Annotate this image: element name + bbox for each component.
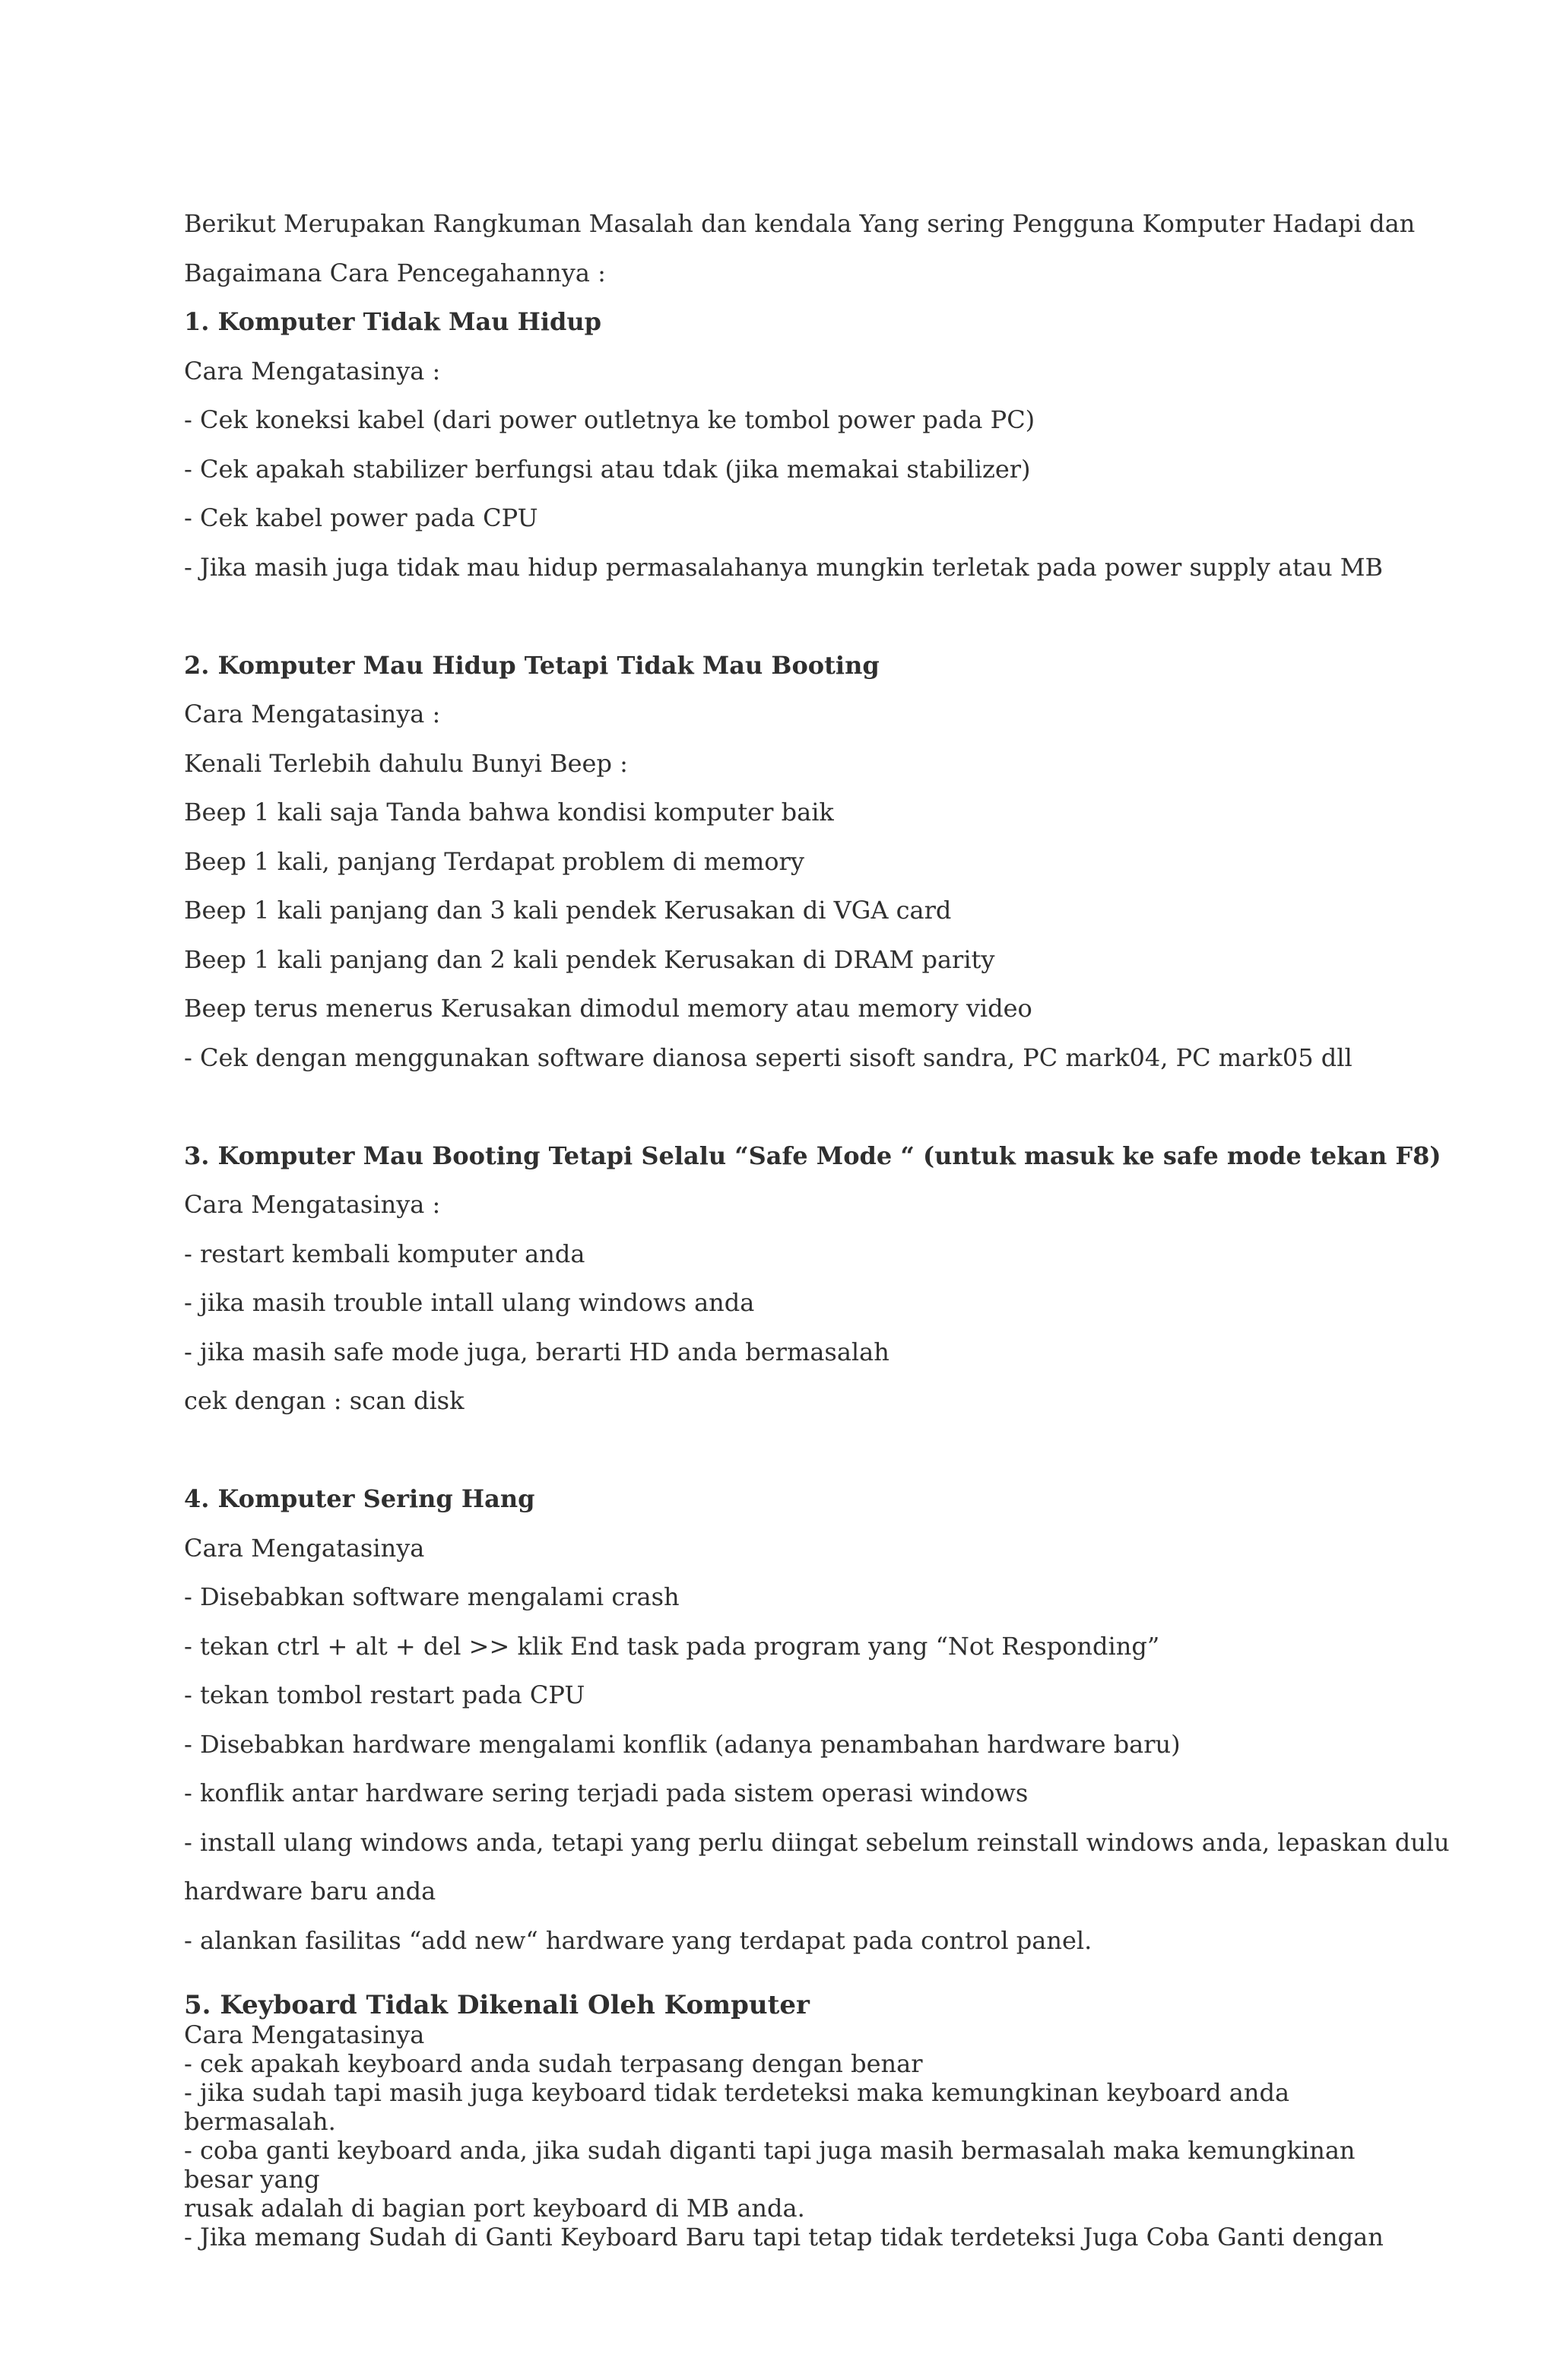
section-5-line: rusak adalah di bagian port keyboard di MB anda. xyxy=(184,2194,805,2223)
section-4-line: - tekan tombol restart pada CPU xyxy=(184,1680,585,1709)
section-1-line: - Cek kabel power pada CPU xyxy=(184,503,538,532)
section-5-line: - jika sudah tapi masih juga keyboard tidak terdeteksi maka kemungkinan keyboard anda bermasalah. xyxy=(184,2078,1290,2136)
section-4-line: - Disebabkan hardware mengalami konflik (adanya penambahan hardware baru) xyxy=(184,1729,1181,1759)
document-body xyxy=(184,199,1450,1965)
section-3-line: - restart kembali komputer anda xyxy=(184,1239,585,1268)
section-4-line: - install ulang windows anda, tetapi yang perlu diingat sebelum reinstall windows anda, lepaskan dulu xyxy=(184,1827,1450,1857)
section-spacer xyxy=(184,1426,1400,1475)
section-5-line: Cara Mengatasinya xyxy=(184,2020,425,2049)
section-2-line: Kenali Terlebih dahulu Bunyi Beep : xyxy=(184,748,628,778)
section-2-line: - Cek dengan menggunakan software dianosa seperti sisoft sandra, PC mark04, PC mark05 dll xyxy=(184,1042,1352,1072)
section-1-line: Cara Mengatasinya : xyxy=(184,356,441,386)
section-2-line: Beep 1 kali panjang dan 2 kali pendek Kerusakan di DRAM parity xyxy=(184,944,995,974)
section-4-line: Cara Mengatasinya xyxy=(184,1533,425,1563)
section-spacer xyxy=(184,1082,1400,1131)
intro-line-1: Berikut Merupakan Rangkuman Masalah dan kendala Yang sering Pengguna Komputer Hadapi dan xyxy=(184,209,1416,238)
section-2-title: 2. Komputer Mau Hidup Tetapi Tidak Mau Booting xyxy=(184,650,880,680)
section-5-line: - coba ganti keyboard anda, jika sudah diganti tapi juga masih bermasalah maka kemungkinan besar yang xyxy=(184,2136,1356,2194)
section-2-line: Cara Mengatasinya : xyxy=(184,700,441,728)
section-5-line: - cek apakah keyboard anda sudah terpasang dengan benar xyxy=(184,2049,923,2078)
section-2-line: Beep terus menerus Kerusakan dimodul memory atau memory video xyxy=(184,994,1032,1023)
section-5-title: 5. Keyboard Tidak Dikenali Oleh Komputer xyxy=(184,1990,810,2020)
section-4-line: - tekan ctrl + alt + del >> klik End task pada program yang “Not Responding” xyxy=(184,1631,1160,1661)
section-4-line: hardware baru anda xyxy=(184,1877,436,1906)
section-4-line: - konflik antar hardware sering terjadi pada sistem operasi windows xyxy=(184,1779,1029,1807)
section-spacer xyxy=(184,592,1400,641)
section-1-line: - Cek koneksi kabel (dari power outletnya ke tombol power pada PC) xyxy=(184,405,1035,434)
section-3-line: - jika masih trouble intall ulang windows anda xyxy=(184,1288,755,1317)
section-4-title: 4. Komputer Sering Hang xyxy=(184,1484,535,1513)
intro-line-2: Bagaimana Cara Pencegahannya : xyxy=(184,258,606,287)
section-3-line: Cara Mengatasinya : xyxy=(184,1190,441,1219)
section-3-line: - jika masih safe mode juga, berarti HD anda bermasalah xyxy=(184,1337,889,1366)
section-4-line: - alankan fasilitas “add new“ hardware yang terdapat pada control panel. xyxy=(184,1925,1092,1955)
section-5 xyxy=(184,1990,1416,2251)
section-3-line: cek dengan : scan disk xyxy=(184,1386,465,1415)
section-2-line: Beep 1 kali saja Tanda bahwa kondisi komputer baik xyxy=(184,798,834,827)
section-2-line: Beep 1 kali panjang dan 3 kali pendek Kerusakan di VGA card xyxy=(184,896,952,925)
section-1-title: 1. Komputer Tidak Mau Hidup xyxy=(184,307,601,336)
section-4-line: - Disebabkan software mengalami crash xyxy=(184,1582,680,1611)
section-5-line: - Jika memang Sudah di Ganti Keyboard Baru tapi tetap tidak terdeteksi Juga Coba Ganti dengan xyxy=(184,2223,1384,2251)
section-2-line: Beep 1 kali, panjang Terdapat problem di memory xyxy=(184,846,804,876)
section-1-line: - Cek apakah stabilizer berfungsi atau tdak (jika memakai stabilizer) xyxy=(184,454,1031,484)
section-1-line: - Jika masih juga tidak mau hidup permasalahanya mungkin terletak pada power supply atau MB xyxy=(184,552,1384,582)
section-3-title: 3. Komputer Mau Booting Tetapi Selalu “Safe Mode “ (untuk masuk ke safe mode tekan F8) xyxy=(184,1141,1441,1170)
